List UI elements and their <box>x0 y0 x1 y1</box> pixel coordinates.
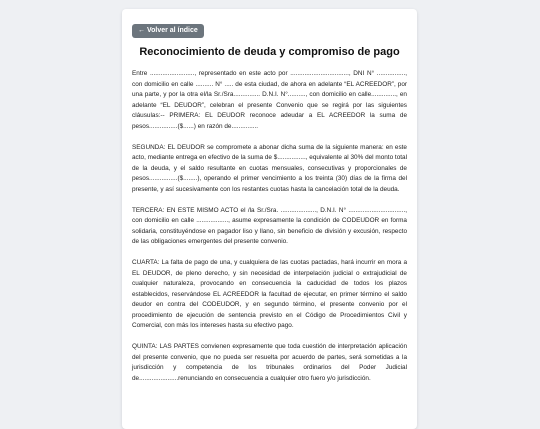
paragraph-quinta: QUINTA: LAS PARTES convienen expresamente que toda cuestión de interpretación aplicación del presente convenio, que no pueda ser resuelta por acuerdo de partes, será sometidas a la jurisdicción y competencia de los tribunales ordinarios del Poder Judicial de......................renunciando en consecuencia a cualquier otro fuero y/o jurisdicción. <box>132 343 407 382</box>
paragraph-cuarta: CUARTA: La falta de pago de una, y cualquiera de las cuotas pactadas, hará incurrir en mora a EL DEUDOR, de pleno derecho, y sin necesidad de interpelación judicial o extrajudicial de cualquier naturaleza, provocando en consecuencia la caducidad de todos los plazos establecidos, reservándose EL ACREEDOR la facultad de ejecutar, en primer término el saldo deudor en contra del CODEUDOR, y en segundo término, el presente convenio por el procedimiento de ejecución de sentencia previsto en el Código de Procedimientos Civil y Comercial, con más los intereses hasta su efectivo pago. <box>132 259 407 329</box>
paragraph-segunda: SEGUNDA: EL DEUDOR se compromete a abonar dicha suma de la siguiente manera: en este acto, mediante entrega en efectivo de la suma de $................, equivalente al 30% del monto total de la deuda, y el saldo resultante en cuotas mensuales, consecutivas y proporcionales de pesos................($........), operando el primer vencimiento a los treinta (30) días de la firma del presente, y así sucesivamente con los restantes cuotas hasta la cancelación total de la deuda. <box>132 143 407 193</box>
paragraph-tercera: TERCERA: EN ESTE MISMO ACTO el /la Sr./Sra. ...................., D.N.I. N° ................................, con domicilio en calle .................., asume expresamente la condición de CODEUDOR en forma solidaria, constituyéndose en pagador liso y llano, sin beneficio de división y excusión, respecto de las obligaciones emergentes del presente convenio. <box>132 206 407 245</box>
paragraph-intro-primera: Entre ........................., representado en este acto por ................................., DNI N° ................, con domicilio en calle .......... N° ..... de esta ciudad, de ahora en adelante “EL ACREEDOR”, por una parte, y por la otra el/la Sr./Sra............... D.N.I. N°.........., con domicilio en calle.............., en adelante “EL DEUDOR”, celebran el presente Convenio que se regirá por las siguientes cláusulas:-- PRIMERA: EL DEUDOR reconoce adeudar a EL ACREEDOR la suma de pesos................($......) en razón de............... <box>132 70 407 130</box>
document-title: Reconocimiento de deuda y compromiso de pago <box>139 46 400 58</box>
back-to-index-button[interactable]: ← Volver al índice <box>132 24 204 38</box>
document-card <box>122 9 417 429</box>
